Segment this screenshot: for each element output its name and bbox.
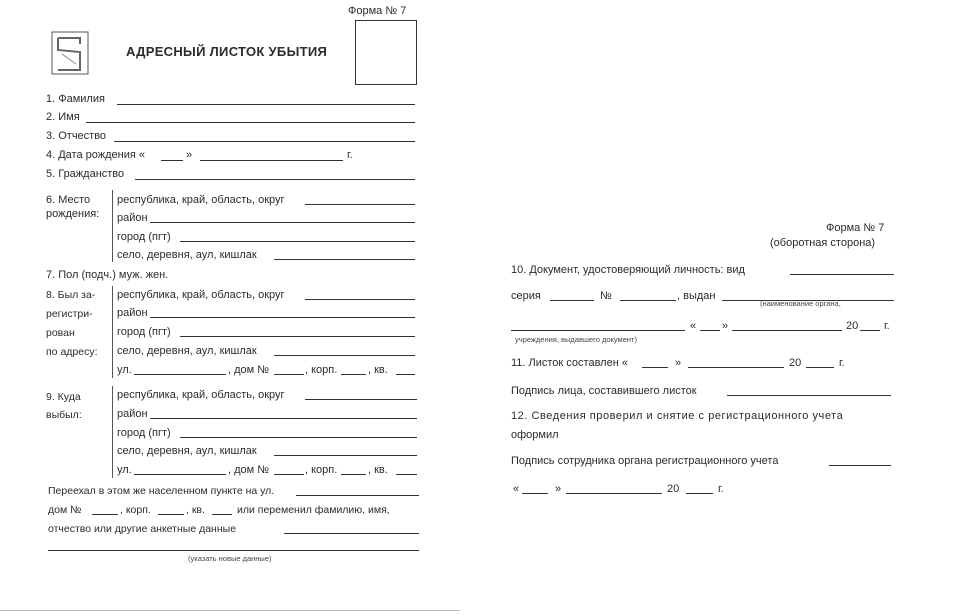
field-surname-line[interactable] — [117, 104, 415, 105]
label-registered: 8. Был за- — [46, 289, 96, 301]
field-reg-korp-line[interactable] — [341, 374, 366, 375]
field-compiler-signature-line[interactable] — [727, 395, 891, 396]
field-to-district-line[interactable] — [150, 418, 417, 419]
field-doc-type-line[interactable] — [790, 274, 894, 275]
field-new-house-line[interactable] — [92, 514, 118, 515]
field-patronymic-line[interactable] — [114, 141, 415, 142]
field-to-village-line[interactable] — [274, 455, 417, 456]
field-to-kv-line[interactable] — [396, 474, 417, 475]
field-new-data-line-2[interactable] — [48, 550, 419, 551]
label-moved-to: 9. Куда — [46, 391, 81, 403]
field-birthdate-day-line[interactable] — [161, 160, 183, 161]
field-doc-month-line[interactable] — [732, 330, 842, 331]
field-citizenship-line[interactable] — [135, 179, 415, 180]
label-surname: 1. Фамилия — [46, 93, 105, 105]
field-doc-year-line[interactable] — [860, 330, 880, 331]
label-moved-same-city: Переехал в этом же населенном пункте на ул. — [48, 485, 275, 497]
label-compiled: 11. Листок составлен « — [511, 357, 628, 369]
field-new-data-line[interactable] — [284, 533, 419, 534]
field-birth-city-line[interactable] — [180, 241, 415, 242]
field-reg-city-line[interactable] — [180, 336, 415, 337]
bracket-birthplace — [112, 190, 113, 262]
field-name-line[interactable] — [86, 122, 415, 123]
label-id-document: 10. Документ, удостоверяющий личность: вид — [511, 264, 745, 276]
back-form-number: Форма № 7 — [826, 222, 885, 234]
field-reg-republic-line[interactable] — [305, 299, 415, 300]
label-name: 2. Имя — [46, 111, 80, 123]
field-reg-kv-line[interactable] — [396, 374, 415, 375]
field-new-street-line[interactable] — [296, 495, 419, 496]
field-to-city-line[interactable] — [180, 437, 417, 438]
page-bottom-edge — [0, 610, 460, 611]
field-new-korp-line[interactable] — [158, 514, 184, 515]
back-side-label: (оборотная сторона) — [770, 237, 876, 249]
label-citizenship: 5. Гражданство — [46, 168, 125, 180]
field-officer-month-line[interactable] — [566, 493, 662, 494]
field-officer-signature-line[interactable] — [829, 465, 891, 466]
field-doc-number-line[interactable] — [620, 300, 676, 301]
front-form-number: Форма № 7 — [348, 5, 407, 17]
field-reg-house-line[interactable] — [274, 374, 304, 375]
field-reg-village-line[interactable] — [274, 355, 415, 356]
field-compiled-year-line[interactable] — [806, 367, 834, 368]
field-birth-village-line[interactable] — [274, 259, 415, 260]
field-new-kv-line[interactable] — [212, 514, 232, 515]
field-officer-year-line[interactable] — [686, 493, 713, 494]
field-to-street-line[interactable] — [134, 474, 226, 475]
photo-box — [355, 20, 417, 85]
field-compiled-day-line[interactable] — [642, 367, 668, 368]
label-birthplace: 6. Место — [46, 194, 91, 206]
label-verified: 12. Сведения проверил и снятие с регистрационного учета — [511, 410, 844, 422]
field-doc-day-line[interactable] — [700, 330, 720, 331]
field-compiled-month-line[interactable] — [688, 367, 784, 368]
field-to-republic-line[interactable] — [305, 399, 417, 400]
field-reg-district-line[interactable] — [150, 317, 415, 318]
field-doc-series-line[interactable] — [550, 300, 594, 301]
field-birthdate-month-line[interactable] — [200, 160, 343, 161]
bracket-moved-to — [112, 386, 113, 478]
field-reg-street-line[interactable] — [134, 374, 226, 375]
field-to-korp-line[interactable] — [341, 474, 366, 475]
bracket-registered — [112, 286, 113, 378]
label-officer-signature: Подпись сотрудника органа регистрационного учета — [511, 455, 779, 467]
label-birthdate: 4. Дата рождения « — [46, 149, 145, 161]
label-compiler-signature: Подпись лица, составившего листок — [511, 385, 697, 397]
field-to-house-line[interactable] — [274, 474, 304, 475]
label-sex: 7. Пол (подч.) муж. жен. — [46, 269, 169, 281]
label-patronymic: 3. Отчество — [46, 130, 107, 142]
emblem-icon — [50, 30, 92, 78]
field-officer-day-line[interactable] — [522, 493, 548, 494]
field-birth-republic-line[interactable] — [305, 204, 415, 205]
note-new-data: (указать новые данные) — [188, 554, 272, 563]
page-title: АДРЕСНЫЙ ЛИСТОК УБЫТИЯ — [126, 44, 328, 59]
field-doc-issuer-line-2[interactable] — [511, 330, 685, 331]
field-birth-district-line[interactable] — [150, 222, 415, 223]
